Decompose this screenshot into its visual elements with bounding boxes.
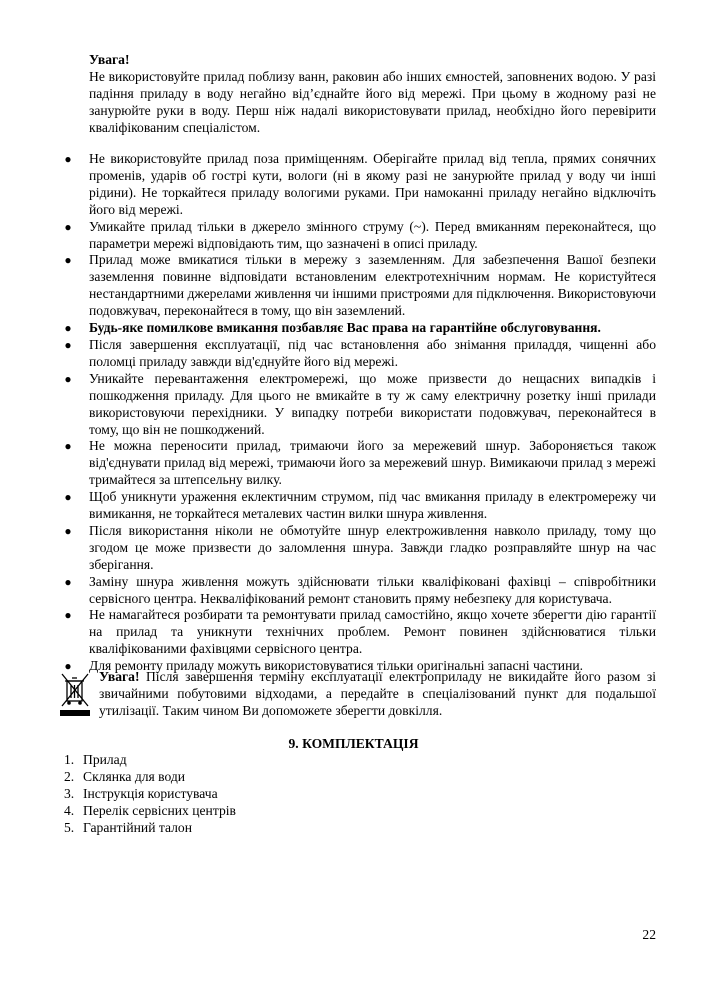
list-item-text: Прилад	[83, 752, 127, 767]
safety-item-text: Уникайте перевантаження електромережі, що може призвести до нещасних випадків і пошкодження приладу. Для цього не вмикайте в ту ж саму електричну розетку інші прилади використовуючи перехідники. У випадку потреби використати подовжувач, переконайтеся в тому, що він не пошкоджений.	[89, 370, 656, 437]
safety-item-text: Прилад може вмикатися тільки в мережу з заземленням. Для забезпечення Вашої безпеки заземлення повинне відповідати встановленим електротехнічним нормам. Не користуйтеся нестандартними джерелами живлення чи іншими пристроями для підключення. Використовуючи подовжувач, переконайтеся в тому, що він заземлений.	[89, 252, 656, 319]
safety-item	[0, 337, 707, 371]
list-item-text: Інструкція користувача	[83, 785, 218, 801]
recycle-text	[99, 669, 656, 720]
warning-block	[89, 52, 656, 137]
safety-item	[0, 151, 707, 219]
safety-item-text: Після використання ніколи не обмотуйте шнур електроживлення навколо приладу, тому що згодом це може призвести до заломлення шнура. Завжди гладко розправляйте шнур на час зберігання.	[89, 522, 656, 572]
bullet-icon: ●	[64, 659, 72, 674]
safety-item-text: Заміну шнура живлення можуть здійснювати тільки кваліфіковані фахівці – співробітники сервісного центра. Некваліфікований ремонт становить пряму небезпеку для користувача.	[89, 573, 656, 606]
package-contents-list	[64, 752, 236, 837]
section-heading: 9. КОМПЛЕКТАЦІЯ	[288, 736, 419, 751]
bullet-icon: ●	[64, 253, 72, 268]
bullet-icon: ●	[64, 371, 72, 386]
list-item-text: Перелік сервісних центрів	[83, 802, 236, 818]
safety-item	[0, 371, 707, 439]
list-number: 2.	[64, 768, 75, 784]
recycle-body: Після завершення терміну експлуатації електроприладу не викидайте його разом зі звичайними побутовими відходами, а передайте в спеціалізований пункт для подальшої утилізації. Таким чином Ви допоможете зберегти довкілля.	[99, 669, 656, 718]
list-number: 5.	[64, 819, 75, 835]
list-number: 3.	[64, 785, 75, 801]
list-item	[64, 786, 236, 803]
safety-item-text: Не намагайтеся розбирати та ремонтувати прилад самостійно, якщо хочете зберегти дію гарантії на прилад та уникнути технічних проблем. Ремонт повинен здійснюватися тільки кваліфікованими фахівцями сервісного центра.	[89, 607, 656, 657]
recycle-notice	[59, 669, 659, 721]
bullet-icon: ●	[64, 152, 72, 166]
list-item	[64, 803, 236, 820]
safety-list	[0, 151, 707, 675]
list-item-text: Склянка для води	[83, 768, 186, 784]
safety-item-text: Умикайте прилад тільки в джерело змінного струму (~). Перед вмиканням переконайтеся, що параметри мережі відповідають тим, що зазначені в описі приладу.	[89, 218, 656, 251]
list-item-text: Гарантійний талон	[83, 819, 192, 835]
warning-text: Не використовуйте прилад поблизу ванн, раковин або інших ємностей, заповнених водою. У разі падіння приладу в воду негайно від’єднайте його від мережі. При цьому в жодному разі не занурюйте руки в воду. Перш ніж надалі використовувати прилад, необхідно його перевірити кваліфікованим спеціалістом.	[89, 68, 656, 135]
list-item	[64, 820, 236, 837]
safety-item	[0, 607, 707, 658]
list-item	[64, 769, 236, 786]
safety-item-text: Для ремонту приладу можуть використовуватися тільки оригінальні запасні частини.	[89, 658, 584, 674]
safety-item-text: Будь-яке помилкове вмикання позбавляє Вас права на гарантійне обслуговування.	[89, 320, 601, 336]
bullet-icon: ●	[64, 219, 72, 234]
bullet-icon: ●	[64, 608, 72, 623]
bullet-icon: ●	[64, 523, 72, 538]
safety-item-text: Не використовуйте прилад поза приміщенням. Оберігайте прилад від тепла, прямих сонячних променів, ударів об гострі кути, вологи (ні в якому разі не занурюйте прилад у воду чи інші рідини). Не торкайтеся приладу вологими руками. При намоканні приладу негайно відключіть його від мережі.	[89, 151, 656, 217]
list-number: 1.	[64, 752, 75, 767]
bullet-icon: ●	[64, 337, 72, 352]
safety-item	[0, 489, 707, 523]
safety-item	[0, 574, 707, 608]
bullet-icon: ●	[64, 574, 72, 589]
bullet-icon: ●	[64, 321, 72, 336]
warning-title: Увага!	[89, 52, 130, 67]
safety-item	[0, 523, 707, 574]
page-number: 22	[642, 927, 656, 942]
bullet-icon: ●	[64, 490, 72, 505]
safety-item-warranty	[0, 320, 707, 337]
safety-item	[0, 438, 707, 489]
safety-item-text: Не можна переносити прилад, тримаючи його за мережевий шнур. Забороняється також від'єднувати прилад від мережі, тримаючи його за мережевий шнур. Вимикаючи прилад з мережі тримайтеся за штепсельну вилку.	[89, 438, 656, 488]
list-item	[64, 752, 236, 769]
safety-item-text: Щоб уникнути ураження еклектичним струмом, під час вмикання приладу в електромережу чи вимикання, не торкайтеся металевих частин вилки шнура живлення.	[89, 489, 656, 522]
safety-item-text: Після завершення експлуатації, під час встановлення або знімання приладдя, чищенні або поломці приладу завжди від'єднуйте його від мережі.	[89, 336, 656, 369]
recycle-label: Увага!	[99, 669, 140, 684]
crossed-out-wheelie-bin-icon	[59, 671, 91, 719]
safety-item	[0, 252, 707, 320]
safety-item	[0, 219, 707, 253]
list-number: 4.	[64, 802, 75, 818]
bullet-icon: ●	[64, 439, 72, 454]
